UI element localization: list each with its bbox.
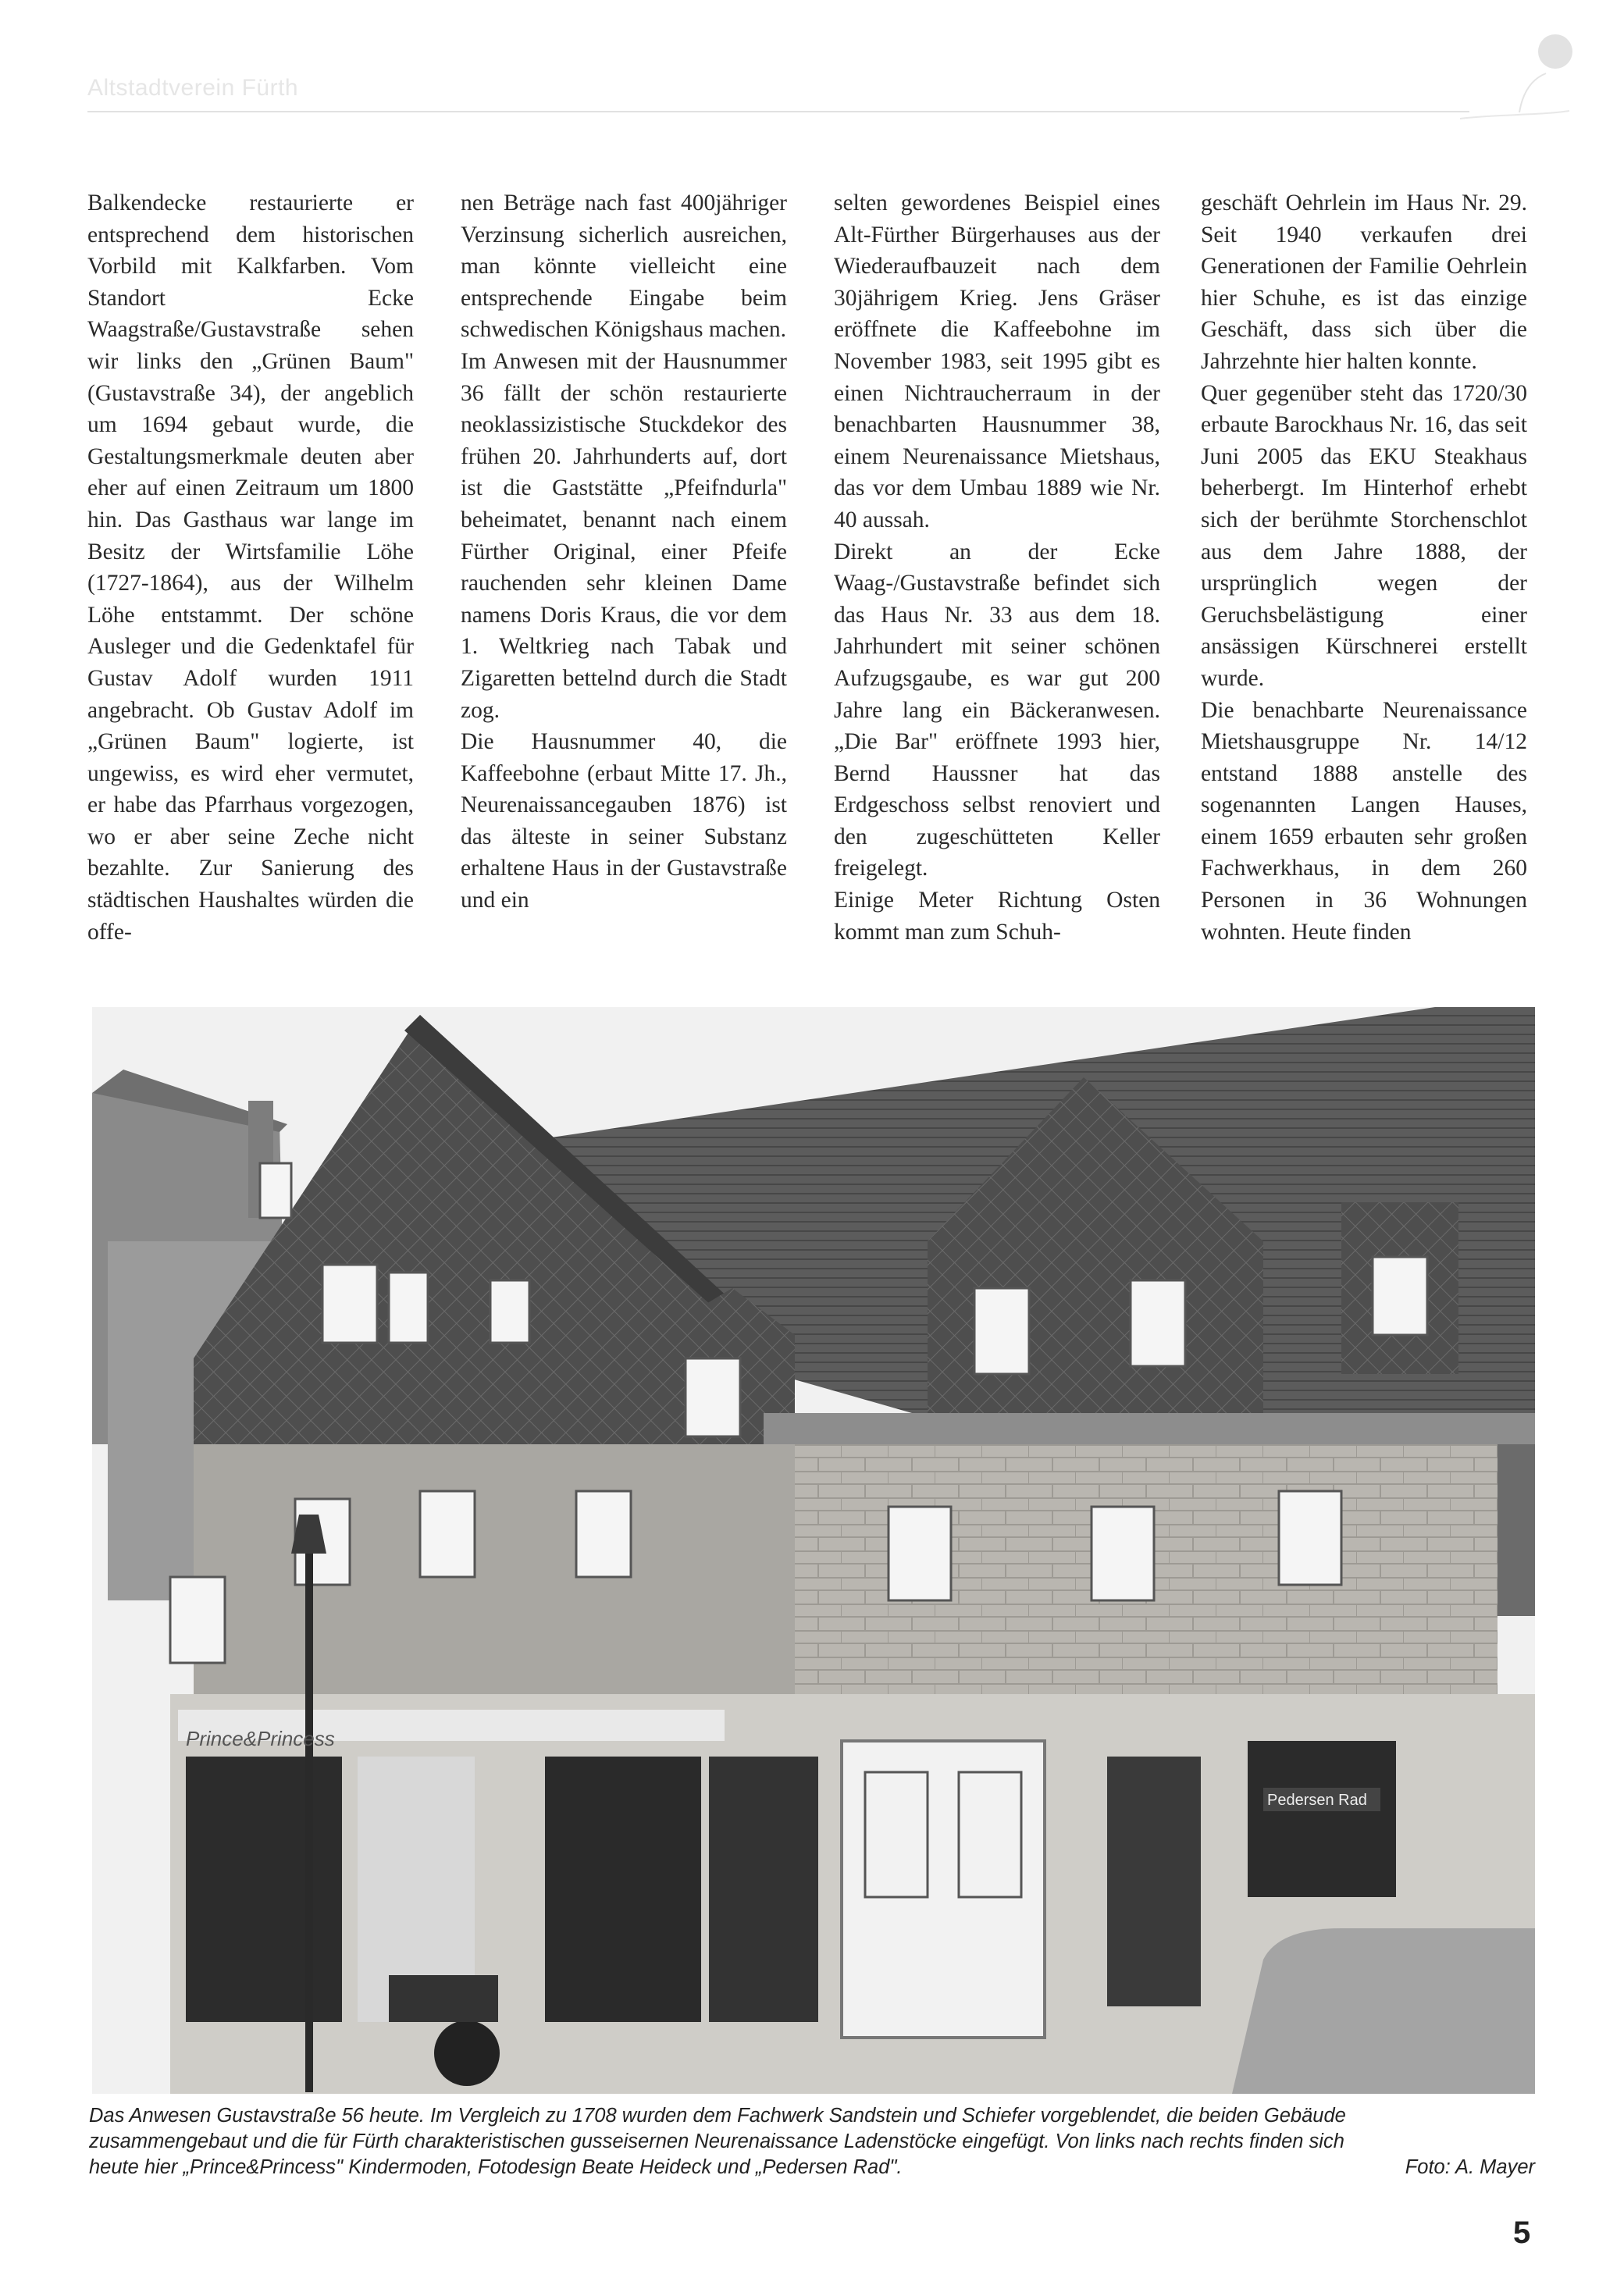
paragraph: geschäft Oehrlein im Haus Nr. 29. Seit 1940 verkaufen drei Generationen der Familie Oehrlein hier Schuhe, es ist das einzige Geschäft, dass sich über die Jahrzehnte hier halten konnte. bbox=[1201, 190, 1527, 374]
header-swoosh-logo bbox=[1452, 16, 1577, 125]
text-column-2 bbox=[461, 187, 787, 984]
caption-line: Das Anwesen Gustavstraße 56 heute. Im Vergleich zu 1708 wurden dem Fachwerk Sandstein und Schiefer vorgeblendet, die beiden Gebäude bbox=[89, 2105, 1346, 2127]
house-illustration bbox=[92, 1007, 1535, 2094]
shop-sign-pedersen: Pedersen Rad bbox=[1267, 1792, 1367, 1809]
text-column-4 bbox=[1201, 187, 1527, 984]
header-title: Altstadtverein Fürth bbox=[87, 75, 299, 101]
shop-sign-prince-princess: Prince&Princess bbox=[186, 1727, 335, 1750]
paragraph: Balkendecke restaurierte er entsprechend dem historischen Vorbild mit Kalkfarben. Vom Standort Ecke Waagstraße/Gustavstraße sehen wir links den „Grünen Baum" (Gustavstraße 34), der angeblich um 1694 gebaut wurde, die Gestaltungsmerkmale deuten aber eher auf einen Zeitraum um 1800 hin. Das Gasthaus war lange im Besitz der Wirtsfamilie Löhe (1727-1864), aus der Wilhelm Löhe entstammt. Der schöne Ausleger und die Gedenktafel für Gustav Adolf wurden 1911 angebracht. Ob Gustav Adolf im „Grünen Baum" logierte, ist ungewiss, es wird eher vermutet, er habe das Pfarrhaus vorgezogen, wo er aber seine Zeche nicht bezahlte. Zur Sanierung des städtischen Haushaltes würden die offe- bbox=[87, 190, 414, 945]
paragraph: selten gewordenes Beispiel eines Alt-Fürther Bürgerhauses aus der Wiederaufbauzeit nach dem 30jährigem Krieg. Jens Gräser eröffnete die Kaffeebohne im November 1983, seit 1995 gibt es einen Nichtraucherraum in der benachbarten Hausnummer 38, einem Neurenaissance Mietshaus, das vor dem Umbau 1889 wie Nr. 40 aussah. bbox=[834, 190, 1160, 532]
text-column-1 bbox=[87, 187, 414, 984]
page-header bbox=[0, 0, 1599, 125]
paragraph: Einige Meter Richtung Osten kommt man zum Schuh- bbox=[834, 888, 1160, 945]
paragraph: Die benachbarte Neurenaissance Mietshausgruppe Nr. 14/12 entstand 1888 anstelle des sogenannten Langen Hauses, einem 1659 erbauten sehr großen Fachwerkhaus, in dem 260 Personen in 36 Wohnungen wohnten. Heute finden bbox=[1201, 697, 1527, 945]
street-photo bbox=[92, 1007, 1535, 2094]
caption-line: heute hier „Prince&Princess" Kindermoden, Fotodesign Beate Heideck und „Pedersen Rad". bbox=[89, 2156, 903, 2178]
paragraph: Direkt an der Ecke Waag-/Gustavstraße befindet sich das Haus Nr. 33 aus dem 18. Jahrhundert mit seiner schönen Aufzugsgaube, es war gut 200 Jahre lang ein Bäckeranwesen. „Die Bar" eröffnete 1993 hier, Bernd Haussner hat das Erdgeschoss selbst renoviert und den zugeschütteten Keller freigelegt. bbox=[834, 539, 1160, 881]
article-columns bbox=[87, 187, 1537, 984]
photo-caption bbox=[89, 2103, 1535, 2180]
photo-credit: Foto: A. Mayer bbox=[1405, 2156, 1535, 2178]
caption-line: zusammengebaut und die für Fürth charakteristischen gusseisernen Neurenaissance Ladenstöcke eingefügt. Von links nach rechts finden sich bbox=[89, 2130, 1344, 2152]
paragraph: Im Anwesen mit der Hausnummer 36 fällt der schön restaurierte neoklassizistische Stuckdekor des frühen 20. Jahrhunderts auf, dort ist die Gaststätte „Pfeifndurla" beheimatet, benannt nach einem Fürther Original, einer Pfeife rauchenden sehr kleinen Dame namens Doris Kraus, die vor dem 1. Weltkrieg nach Tabak und Zigaretten bettelnd durch die Stadt zog. bbox=[461, 348, 787, 723]
caption-last-row bbox=[89, 2155, 1535, 2180]
paragraph: Die Hausnummer 40, die Kaffeebohne (erbaut Mitte 17. Jh., Neurenaissancegauben 1876) ist das älteste in seiner Substanz erhaltene Haus in der Gustavstraße und ein bbox=[461, 729, 787, 913]
paragraph: Quer gegenüber steht das 1720/30 erbaute Barockhaus Nr. 16, das seit Juni 2005 das EKU Steakhaus beherbergt. Im Hinterhof erhebt sich der berühmte Storchenschlot aus dem Jahre 1888, der ursprünglich wegen der Geruchsbelästigung einer ansässigen Kürschnerei erstellt wurde. bbox=[1201, 380, 1527, 691]
paragraph: nen Beträge nach fast 400jähriger Verzinsung sicherlich ausreichen, man könnte vielleicht eine entsprechende Eingabe beim schwedischen Königshaus machen. bbox=[461, 190, 787, 343]
text-column-3 bbox=[834, 187, 1160, 984]
header-rule bbox=[87, 111, 1469, 112]
page-number: 5 bbox=[1513, 2216, 1531, 2250]
